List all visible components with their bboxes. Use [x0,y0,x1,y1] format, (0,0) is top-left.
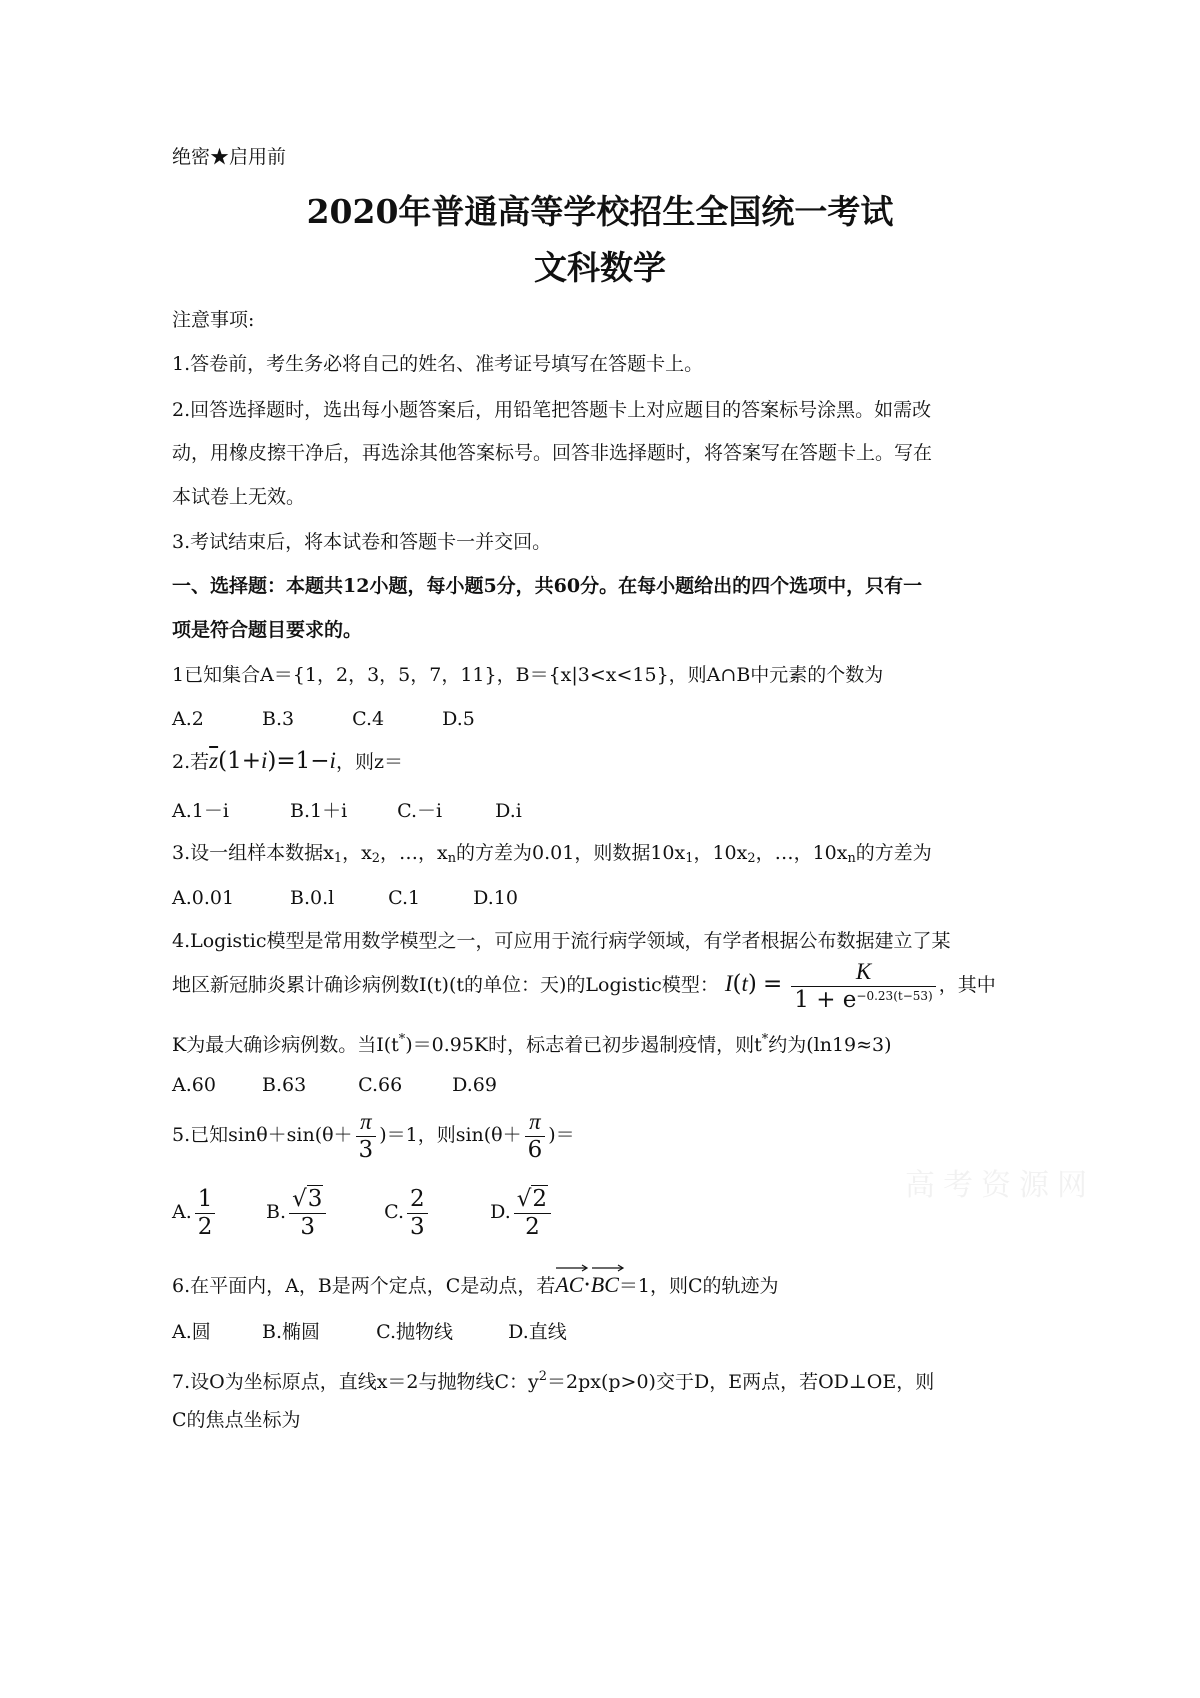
q4-star-1: * [398,1032,406,1047]
vector-bc [591,1268,619,1302]
q2-i-rhs: i [329,748,336,773]
q3-option-a: A.0.01 [172,887,235,909]
q2-option-a: A.1－i [172,800,229,822]
q5-c-den: 3 [410,1213,425,1240]
q1-option-d: D.5 [442,708,475,730]
q3-text-3: ，…，x [380,842,448,864]
secret-label: 绝密★启用前 [172,146,287,168]
q5-a-den: 2 [197,1213,213,1240]
q5-option-d [490,1180,554,1244]
q5-b-num [289,1186,326,1213]
q5-pi-1: π [356,1109,377,1136]
q6-option-a: A.圆 [172,1321,211,1343]
q2-option-c: C.－i [397,800,443,822]
logistic-denominator [791,987,935,1013]
question-4-line-1: 4.Logistic模型是常用数学模型之一，可应用于流行病学领域，有学者根据公布数据建立了某 [172,930,951,952]
q3-sub-n2: n [847,851,856,867]
q6-text-b: ＝1，则C的轨迹为 [618,1275,779,1297]
q5-d-radicand: 2 [532,1186,548,1213]
question-4-options [172,1072,497,1098]
watermark: 高考资源网 [905,1168,1095,1203]
q4-func-I: I [724,971,733,996]
q3-sub-1: 1 [333,851,343,867]
question-3-stem [172,840,932,872]
sqrt-icon: √ [292,1186,307,1213]
q5-d-den: 2 [525,1213,540,1240]
q3-sub-2: 2 [371,851,380,867]
q5-option-b [266,1180,378,1244]
q2-prefix: 2.若 [172,751,210,773]
q5-frac-pi-3 [356,1109,377,1163]
q2-option-b: B.1＋i [290,800,348,822]
q6-option-c: C.抛物线 [376,1321,453,1343]
logistic-den-exponent: −0.23(t−53) [856,988,933,1003]
question-1-stem: 1已知集合A＝{1，2，3，5，7，11}，B＝{x|3<x<15}，则A∩B中元素的个数为 [172,664,884,686]
vector-bc-label: BC [590,1272,619,1297]
q3-option-c: C.1 [388,887,421,909]
exam-subtitle: 文科数学 [534,248,666,287]
q3-option-d: D.10 [473,887,518,909]
q5-c-num: 2 [407,1186,428,1213]
q3-text-6: ，…，10x [755,842,848,864]
q5-frac-pi-6 [525,1109,546,1163]
q1-option-c: C.4 [352,708,385,730]
q5-text-b: )＝1，则sin(θ＋ [379,1124,522,1146]
question-5-options [172,1180,554,1244]
q1-option-b: B.3 [262,708,295,730]
q5-option-b-label: B. [266,1201,287,1223]
question-2-stem [172,748,403,775]
question-6-stem [172,1268,779,1303]
q4-text-a: K为最大确诊病例数。当I(t [172,1033,399,1056]
vector-arrow-icon [591,1264,625,1272]
q3-sub-n: n [447,851,457,867]
q2-option-d: D.i [495,800,522,822]
vector-ac-label: AC [555,1272,584,1297]
vector-arrow-icon [555,1264,589,1272]
section-1-heading-line-1: 一、选择题：本题共12小题，每小题5分，共60分。在每小题给出的四个选项中，只有一 [172,575,923,597]
q6-option-b: B.椭圆 [262,1321,321,1343]
q5-option-a-label: A. [172,1201,192,1223]
q5-den-3: 3 [358,1136,374,1163]
q2-i: i [260,748,268,773]
q5-text-a: 5.已知sinθ＋sin(θ＋ [172,1124,353,1146]
q4-option-d: D.69 [452,1074,497,1096]
question-4-line-3 [172,1027,892,1058]
q3-sub-4: 2 [747,851,756,867]
exam-title: 2020年普通高等学校招生全国统一考试 [306,192,894,231]
q2-lhs: (1+ [218,748,261,774]
q5-option-c-label: C. [384,1201,404,1223]
q5-text-c: )＝ [548,1124,575,1146]
q4-equals: = [762,971,783,997]
q3-option-b: B.0.l [290,887,335,909]
q3-text-5: ，10x [693,842,748,864]
q3-text-4: 的方差为0.01，则数据10x [456,842,686,864]
q7-sup-2: 2 [538,1369,547,1384]
note-2-line-1: 2.回答选择题时，选出每小题答案后，用铅笔把答题卡上对应题目的答案标号涂黑。如需改 [172,399,932,421]
question-2-options [172,798,522,824]
q5-option-d-label: D. [490,1201,511,1223]
question-7-line-1 [172,1364,934,1395]
q3-text-1: 3.设一组样本数据x [172,842,334,864]
q5-option-a [172,1180,260,1244]
q7-text-b: ＝2px(p>0)交于D，E两点，若OD⊥OE，则 [547,1370,935,1393]
notes-heading: 注意事项: [172,309,255,331]
q4-text-b: )＝0.95K时，标志着已初步遏制疫情，则t [405,1033,762,1056]
q5-den-6: 6 [527,1136,543,1163]
question-6-options [172,1319,567,1345]
question-5-stem [172,1105,575,1165]
logistic-numerator: K [791,959,935,986]
question-7-line-2: C的焦点坐标为 [172,1409,301,1431]
q7-text-a: 7.设O为坐标原点，直线x＝2与抛物线C：y [172,1370,539,1393]
q5-option-c [384,1180,484,1244]
q5-d-num [514,1186,551,1213]
q6-text-a: 6.在平面内，A，B是两个定点，C是动点，若 [172,1275,556,1297]
q4-model-intro: 地区新冠肺炎累计确诊病例数I(t)(t的单位：天)的Logistic模型： [172,974,719,996]
q4-func-t: t [741,971,748,996]
q3-sub-3: 1 [685,851,694,867]
note-1: 1.答卷前，考生务必将自己的姓名、准考证号填写在答题卡上。 [172,353,704,375]
q5-b-den: 3 [300,1213,316,1240]
q4-option-b: B.63 [262,1074,307,1096]
q5-a-num: 1 [195,1186,216,1213]
z-conjugate: $\overline{z}$ [209,748,219,773]
sqrt-icon: √ [516,1186,532,1213]
q5-b-radicand: 3 [307,1186,323,1213]
section-1-heading-line-2: 项是符合题目要求的。 [172,619,363,641]
q3-text-2: ，x [342,842,372,864]
q2-rhs: =1− [276,748,330,774]
q6-dot: · [583,1272,591,1298]
logistic-den-base: 1 + e [794,986,857,1013]
vector-ac [555,1268,583,1302]
q4-line-2-suffix: ，其中 [938,974,996,996]
q5-pi-2: π [525,1109,546,1136]
question-1-options [172,706,475,732]
q4-star-2: * [761,1032,769,1047]
note-3: 3.考试结束后，将本试卷和答题卡一并交回。 [172,531,552,553]
q3-text-7: 的方差为 [855,842,932,864]
q4-option-a: A.60 [172,1074,216,1096]
q6-option-d: D.直线 [508,1321,567,1343]
q1-option-a: A.2 [172,708,204,730]
note-2-line-2: 动，用橡皮擦干净后，再选涂其他答案标号。回答非选择题时，将答案写在答题卡上。写在 [172,442,933,464]
q4-text-c: 约为(ln19≈3) [768,1033,892,1056]
question-3-options [172,885,518,911]
logistic-fraction [791,959,935,1013]
question-4-line-2: 地区新冠肺炎累计确诊病例数I(t)(t的单位：天)的Logistic模型： I(t) = $\frac{K}{1 + e^{-0.23(t-53)}}$ ，其中 [172,959,996,1013]
q2-suffix: ，则z＝ [335,751,403,773]
note-2-line-3: 本试卷上无效。 [172,486,306,508]
q2-rparen: ) [267,748,277,774]
q4-option-c: C.66 [358,1074,403,1096]
